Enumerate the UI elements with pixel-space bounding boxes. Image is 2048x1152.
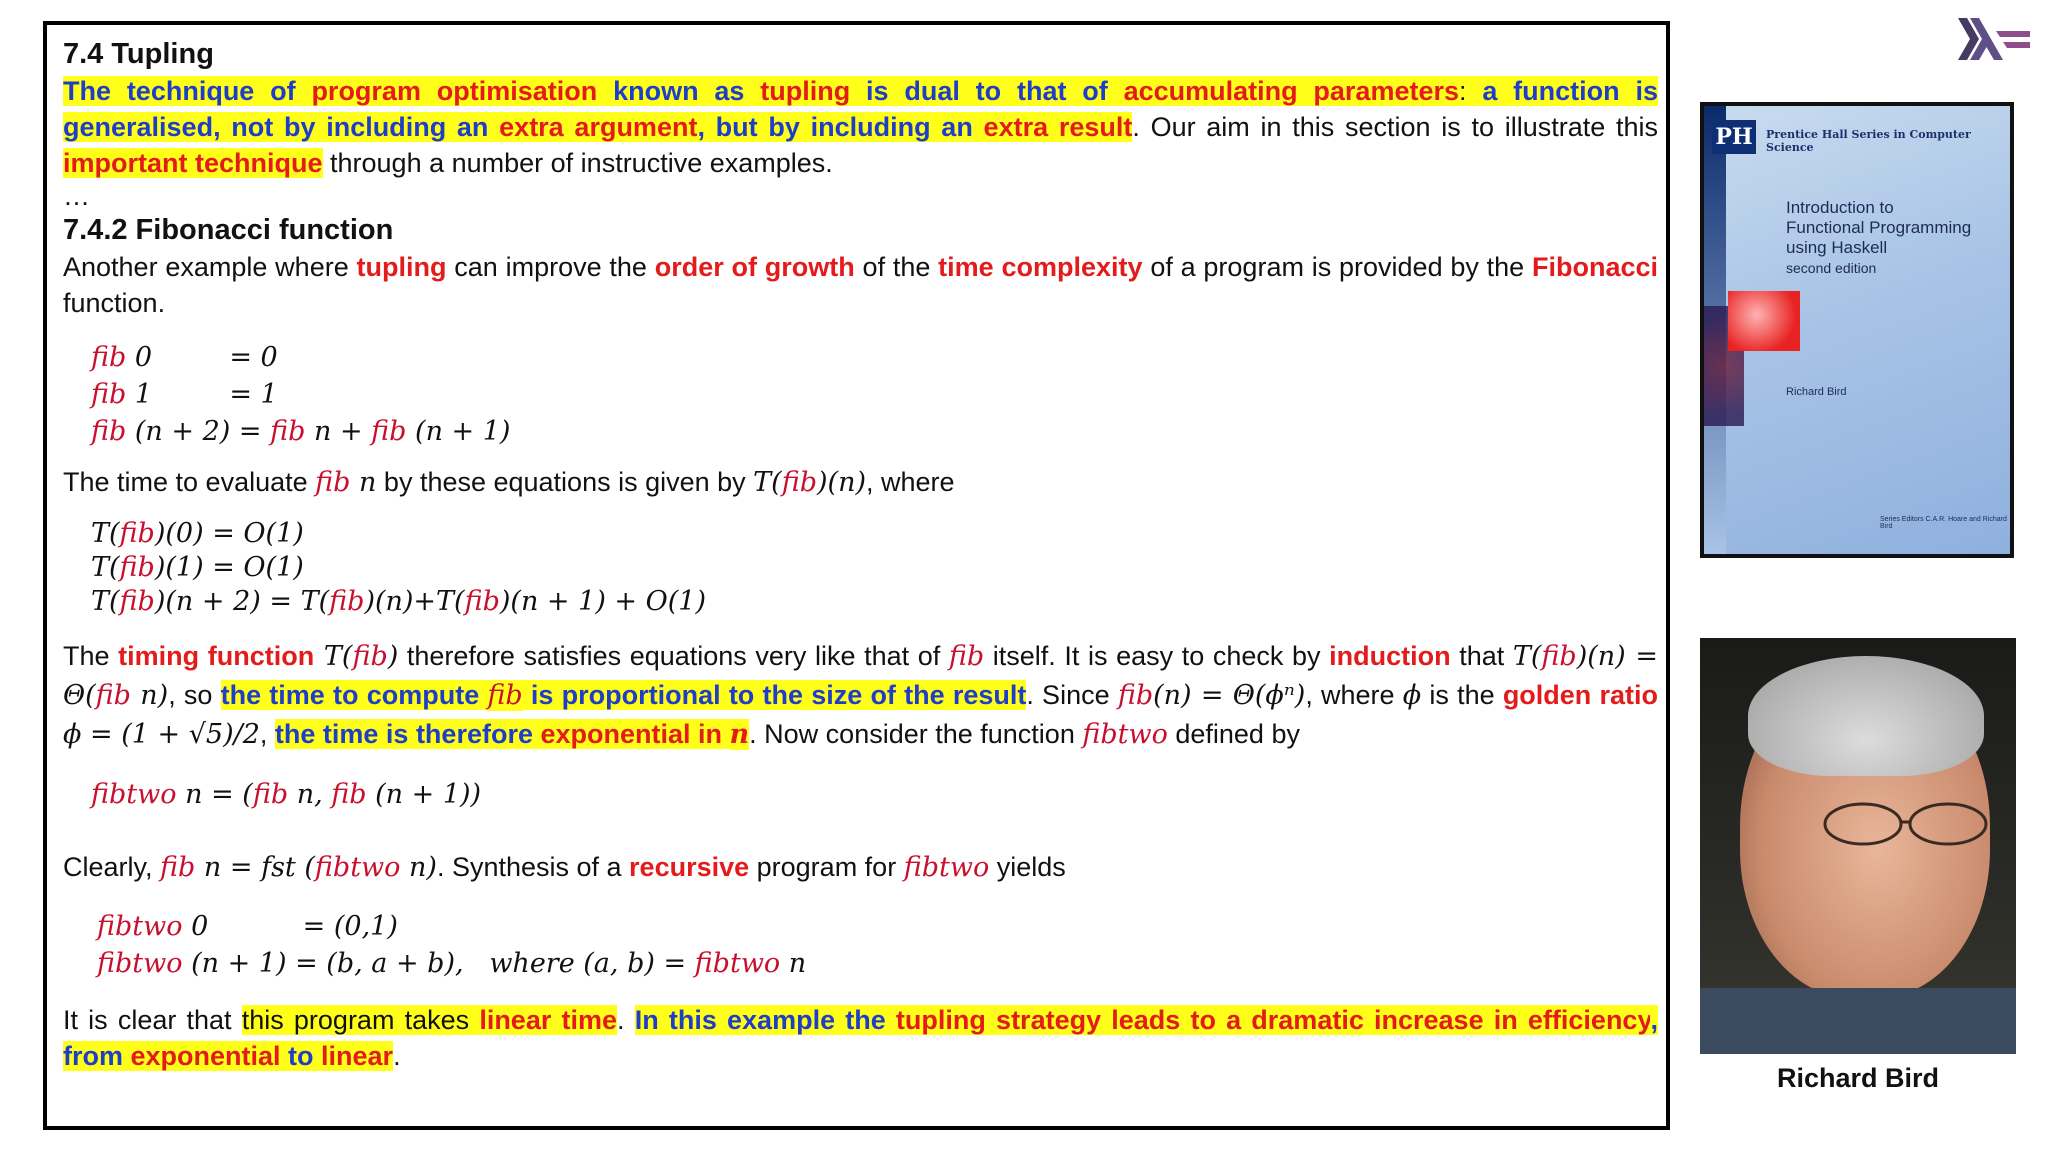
conclusion-paragraph: It is clear that this program takes linear time. In this example the tupling strategy leads to a dramatic increase in efficiency, from exponential to linear. [63,1005,1658,1071]
book-title: Introduction to Functional Programming using Haskell second edition [1786,198,1972,276]
cover-red-square [1728,291,1800,351]
slide-content [63,35,1658,1074]
time-evaluation-paragraph: The time to evaluate fib n by these equations is given by T(fib)(n), where [63,467,955,498]
fib-equation-2: fib (n + 2) = fib n + fib (n + 1) [91,416,511,447]
timing-function-paragraph: The timing function T(fib) therefore satisfies equations very like that of fib itself. It is easy to check by induction that T(fib)(n) = Θ(fib n), so the time to compute fib is proportional to the size of the result. Since fib(n) = Θ(ϕⁿ), where ϕ is the golden ratio ϕ = (1 + √5)/2, the time is therefore exponential in n. Now consider the function fibtwo defined by [63,641,1659,750]
time-equation-2: T(fib)(n + 2) = T(fib)(n)+T(fib)(n + 1) + O(1) [91,586,707,617]
time-equation-0: T(fib)(0) = O(1) [91,518,304,549]
subsection-title: 7.4.2 Fibonacci function [63,214,394,246]
fib-equation-1: fib 1 = 1 [91,379,278,410]
fibtwo-equation-1: fibtwo (n + 1) = (b, a + b), where (a, b) = fibtwo n [97,948,807,979]
fibonacci-intro-paragraph: Another example where tupling can improve the order of growth of the time complexity of a program is provided by the Fibonacci function. [63,252,1659,318]
book-author: Richard Bird [1786,386,1847,398]
fibtwo-program [97,908,1658,982]
section-title: 7.4 Tupling [63,38,214,70]
photo-caption: Richard Bird [1776,1063,1940,1093]
slide-frame [43,21,1670,1130]
ellipsis: … [63,181,90,211]
author-photo [1700,638,2016,1054]
fib-equation-0: fib 0 = 0 [91,342,278,373]
fib-definition [91,339,1658,450]
intro-paragraph: The technique of program optimisation known as tupling is dual to that of accumulating parameters: a function is generalised, not by including an extra argument, but by including an extra result. Our aim in this section is to illustrate this important technique through a number of instructive examples. [63,76,1658,178]
book-editors: Series Editors C.A.R. Hoare and Richard Bird [1880,516,2007,530]
publisher-badge: PH [1712,120,1756,154]
time-recurrence [91,517,1658,619]
time-equation-1: T(fib)(1) = O(1) [91,552,304,583]
fibtwo-definition: fibtwo n = (fib n, fib (n + 1)) [91,779,482,810]
book-series: Prentice Hall Series in Computer Science [1766,128,1971,154]
book-cover [1700,102,2014,558]
fibtwo-equation-0: fibtwo 0 = (0,1) [97,911,398,942]
glasses-icon [1818,798,1998,850]
synthesis-paragraph: Clearly, fib n = fst (fibtwo n). Synthesis of a recursive program for fibtwo yields [63,852,1066,883]
haskell-logo-icon [1958,18,2030,60]
